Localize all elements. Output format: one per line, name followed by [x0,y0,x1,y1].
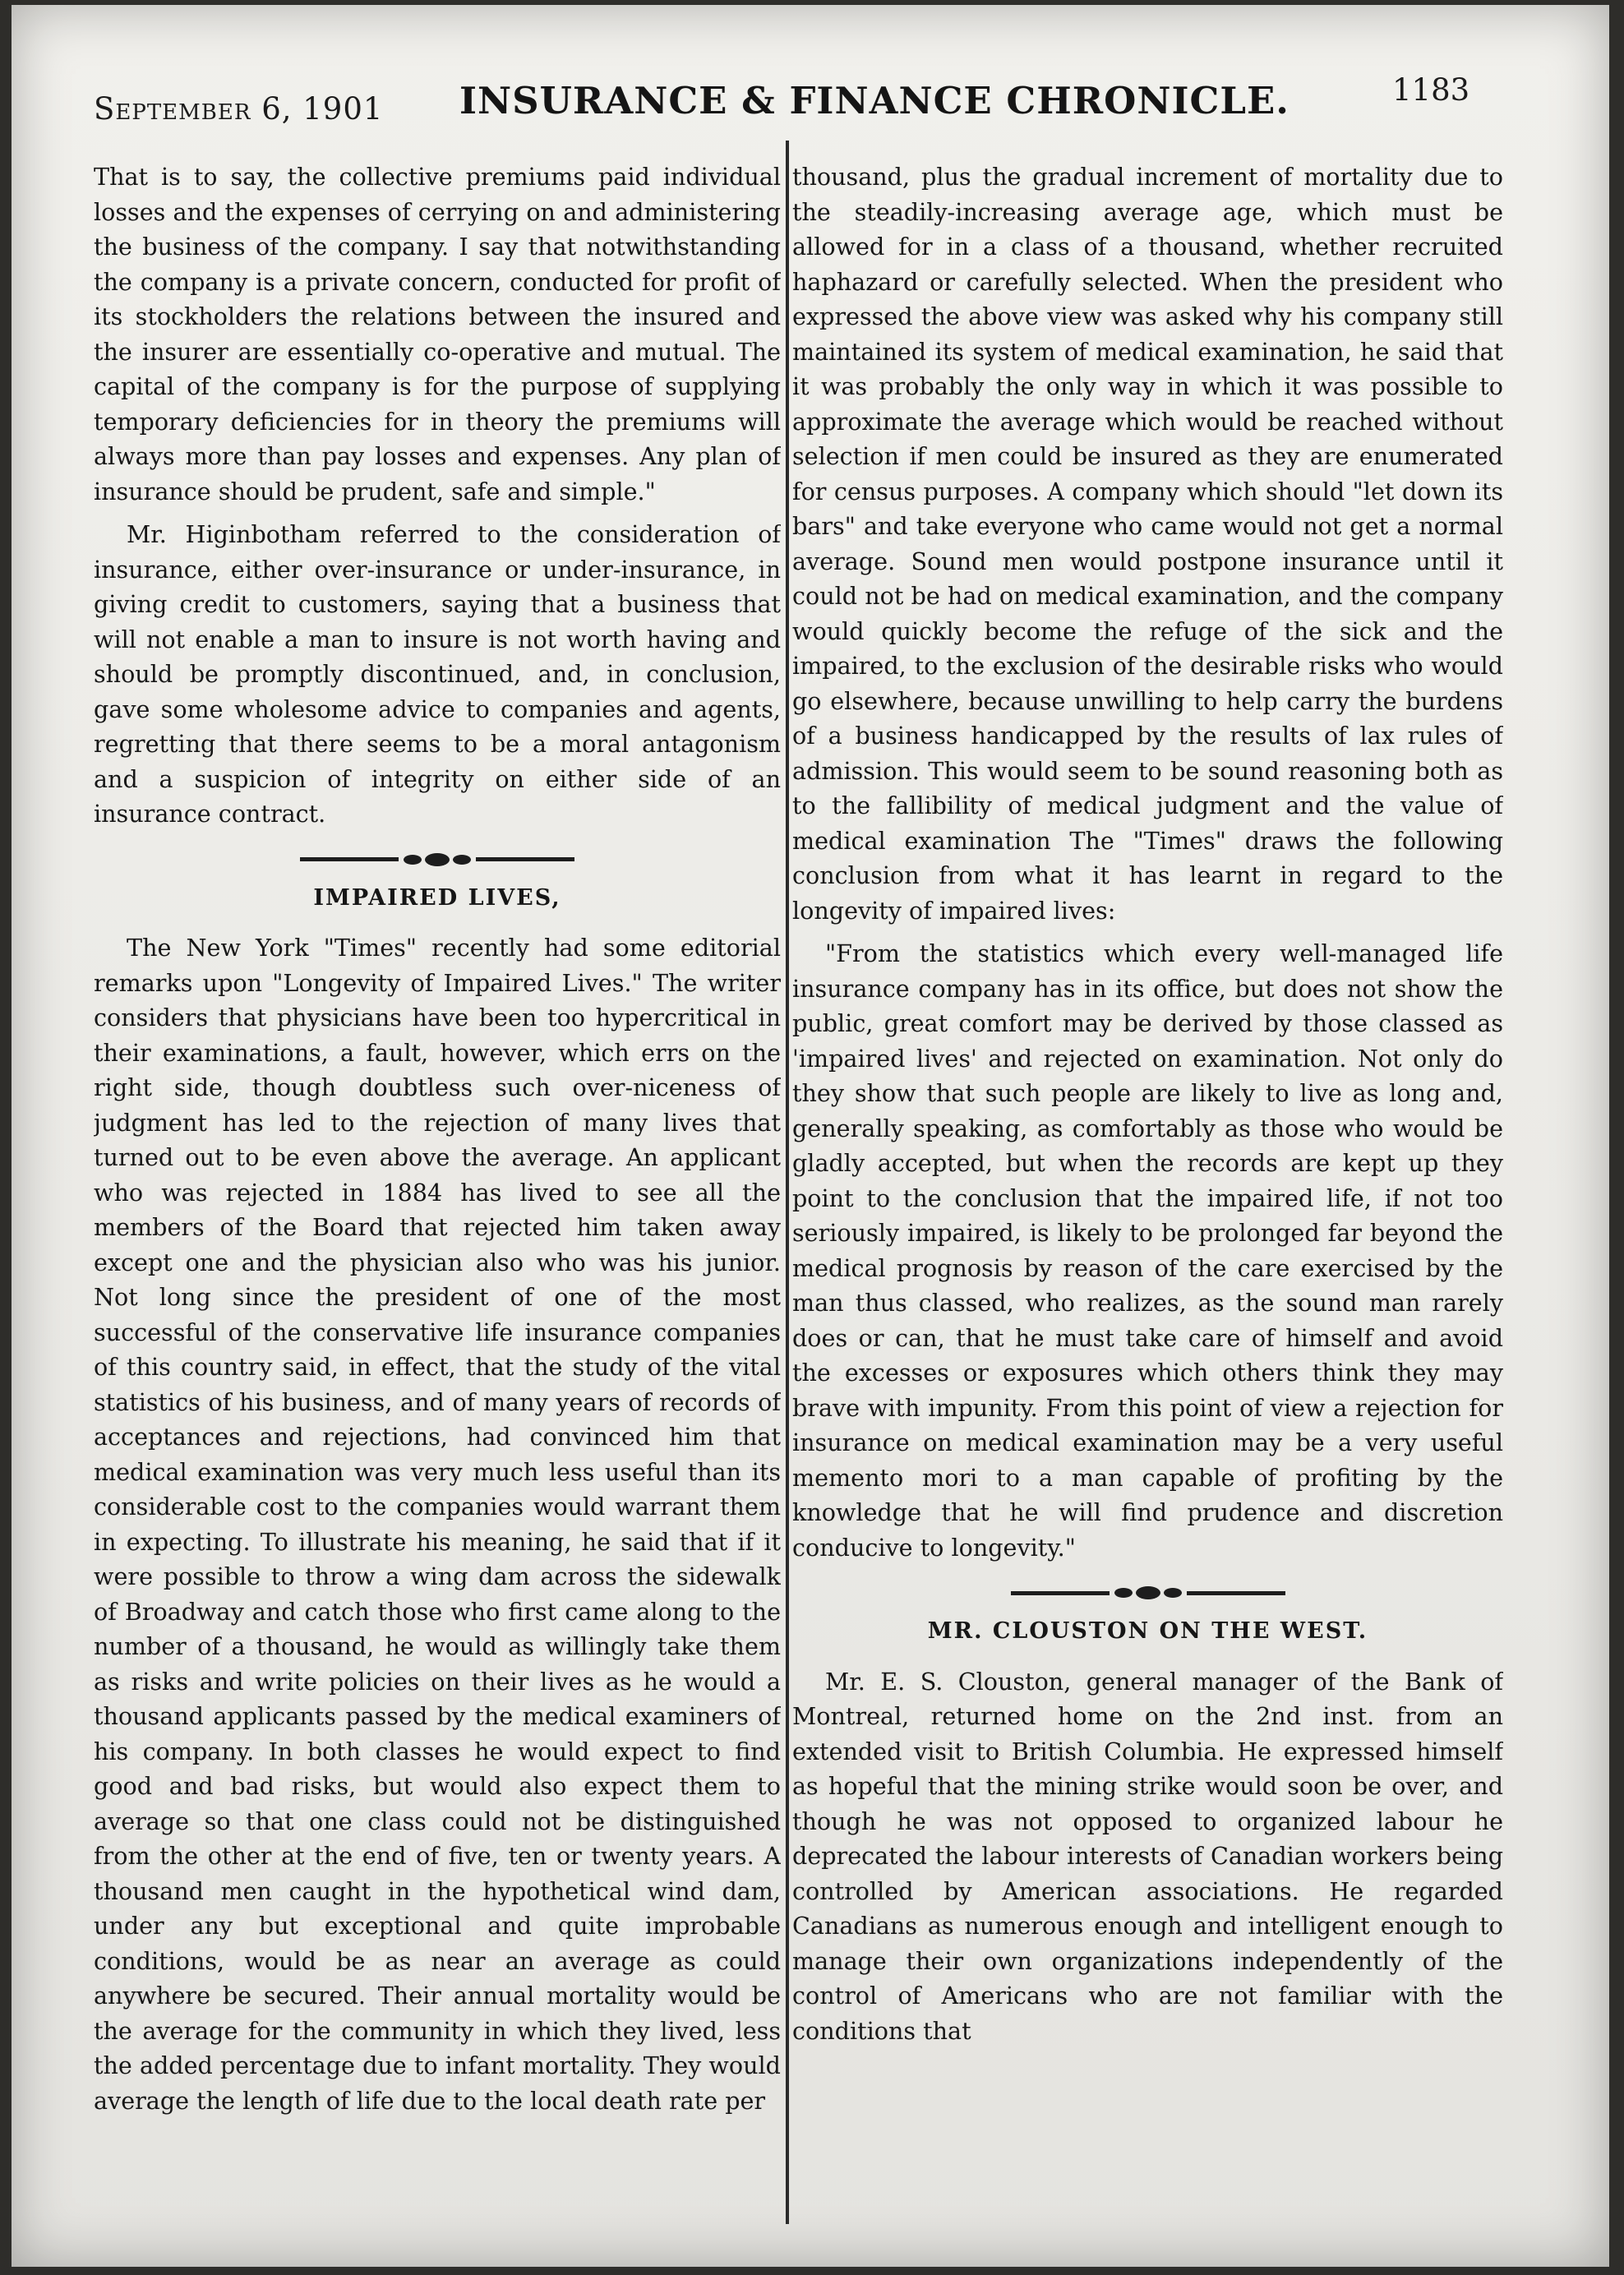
ornament-dot [404,855,422,865]
section-heading: IMPAIRED LIVES, [313,884,561,911]
paragraph: The New York "Times" recently had some editorial remarks upon "Longevity of Impaired Lives." The writer considers that physicians have been too hypercritical in their examinations, a fault, however, which errs on the right side, though doubtless such over-niceness of judgment has led to the rejection of many lives that turned out to be even above the average. An applicant who was rejected in 1884 has lived to see all the members of the Board that rejected him taken away except one and the physician also who was his junior. Not long since the president of one of the most successful of the conservative life insurance companies of this country said, in effect, that the study of the vital statistics of his business, and of many years of records of acceptances and rejections, had convinced him that medical examination was very much less useful than its considerable cost to the companies would warrant them in expecting. To illustrate his meaning, he said that if it were possible to throw a wing dam across the sidewalk of Broadway and catch those who first came along to the number of a thousand, he would as willingly take them as risks and write policies on their lives as he would a thousand applicants passed by the medical examiners of his company. In both classes he would expect to find good and bad risks, but would also expect them to average so that one class could not be distinguished from the other at the end of five, ten or twenty years. A thousand men caught in the hypothetical wind dam, under any but exceptional and quite improbable conditions, would be as near an average as could anywhere be secured. Their annual mortality would be the average for the community in which they lived, less the added percentage due to infant mortality. They would average the length of life due to the local death rate per [94,934,781,2115]
column-divider [786,141,789,2224]
paragraph: thousand, plus the gradual increment of mortality due to the steadily-increasing average age, which must be allowed for in a class of a thousand, whether recruited haphazard or carefully selected. When the president who expressed the above view was asked why his company still maintained its system of medical examination, he said that it was probably the only way in which it was possible to approximate the average which would be reached without selection if men could be insured as they are enumerated for census purposes. A company which should "let down its bars" and take everyone who came would not get a normal average. Sound men would postpone insurance until it could not be had on medical examination, and the company would quickly become the refuge of the sick and the impaired, to the exclusion of the desirable risks who would go elsewhere, because unwilling to help carry the burdens of a business handicapped by the results of lax rules of admission. This would seem to be sound reasoning both as to the fallibility of medical judgment and the value of medical examination The "Times" draws the following conclusion from what it has learnt in regard to the longevity of impaired lives: [792,163,1503,925]
paragraph: Mr. Higinbotham referred to the consideration of insurance, either over-insurance or under-insurance, in giving credit to customers, saying that a business that will not enable a man to insure is not worth having and should be promptly discontinued, and, in conclusion, gave some wholesome advice to companies and agents, regretting that there seems to be a moral antagonism and a suspicion of integrity on either side of an insurance contract. [94,520,781,828]
section-ornament [94,853,781,866]
section-ornament [792,1586,1503,1599]
newspaper-page [12,5,1609,2267]
ornament-center [402,853,473,866]
paragraph: That is to say, the collective premiums paid individual losses and the expenses of cerrying on and administering the business of the company. I say that notwithstanding the company is a private concern, conducted for profit of its stockholders the relations between the insured and the insurer are essentially co-operative and mutual. The capital of the company is for the purpose of supplying temporary deficiencies for in theory the premiums will always more than pay losses and expenses. Any plan of insurance should be prudent, safe and simple." [94,163,781,505]
section-heading: MR. CLOUSTON ON THE WEST. [927,1618,1368,1644]
left-column [94,159,781,2239]
ornament-dot [1114,1588,1133,1598]
ornament-dot [1164,1588,1182,1598]
ornament-dot [453,855,471,865]
ornament-rule [1187,1591,1285,1595]
ornament-dot [425,853,450,866]
issue-date: September 6, 1901 [94,91,384,127]
paragraph: Mr. E. S. Clouston, general manager of the Bank of Montreal, returned home on the 2nd inst. from an extended visit to British Columbia. He expressed himself as hopeful that the mining strike would soon be over, and though he was not opposed to organized labour he deprecated the labour interests of Canadian workers being controlled by American associations. He regarded Canadians as numerous enough and intelligent enough to manage their own organizations independently of the control of Americans who are not familiar with the conditions that [792,1667,1503,2045]
ornament-rule [1011,1591,1110,1595]
right-column [792,159,1503,2239]
paragraph: "From the statistics which every well-managed life insurance company has in its office, but does not show the public, great comfort may be derived by those classed as 'impaired lives' and rejected on examination. Not only do they show that such people are likely to live as long and, generally speaking, as comfortably as those who would be gladly accepted, but when the records are kept up they point to the conclusion that the impaired life, if not too seriously impaired, is likely to be prolonged far beyond the medical prognosis by reason of the care exercised by the man thus classed, who realizes, as the sound man rarely does or can, that he must take care of himself and avoid the excesses or exposures which others think they may brave with impunity. From this point of view a rejection for insurance on medical examination may be a very useful memento mori to a man capable of profiting by the knowledge that he will find prudence and discretion conducive to longevity." [792,939,1503,1562]
ornament-dot [1136,1586,1160,1599]
ornament-center [1113,1586,1183,1599]
publication-title: INSURANCE & FINANCE CHRONICLE. [459,79,1290,122]
page-number: 1183 [1392,72,1470,108]
ornament-rule [300,857,399,861]
page-header [12,5,1609,153]
ornament-rule [476,857,574,861]
